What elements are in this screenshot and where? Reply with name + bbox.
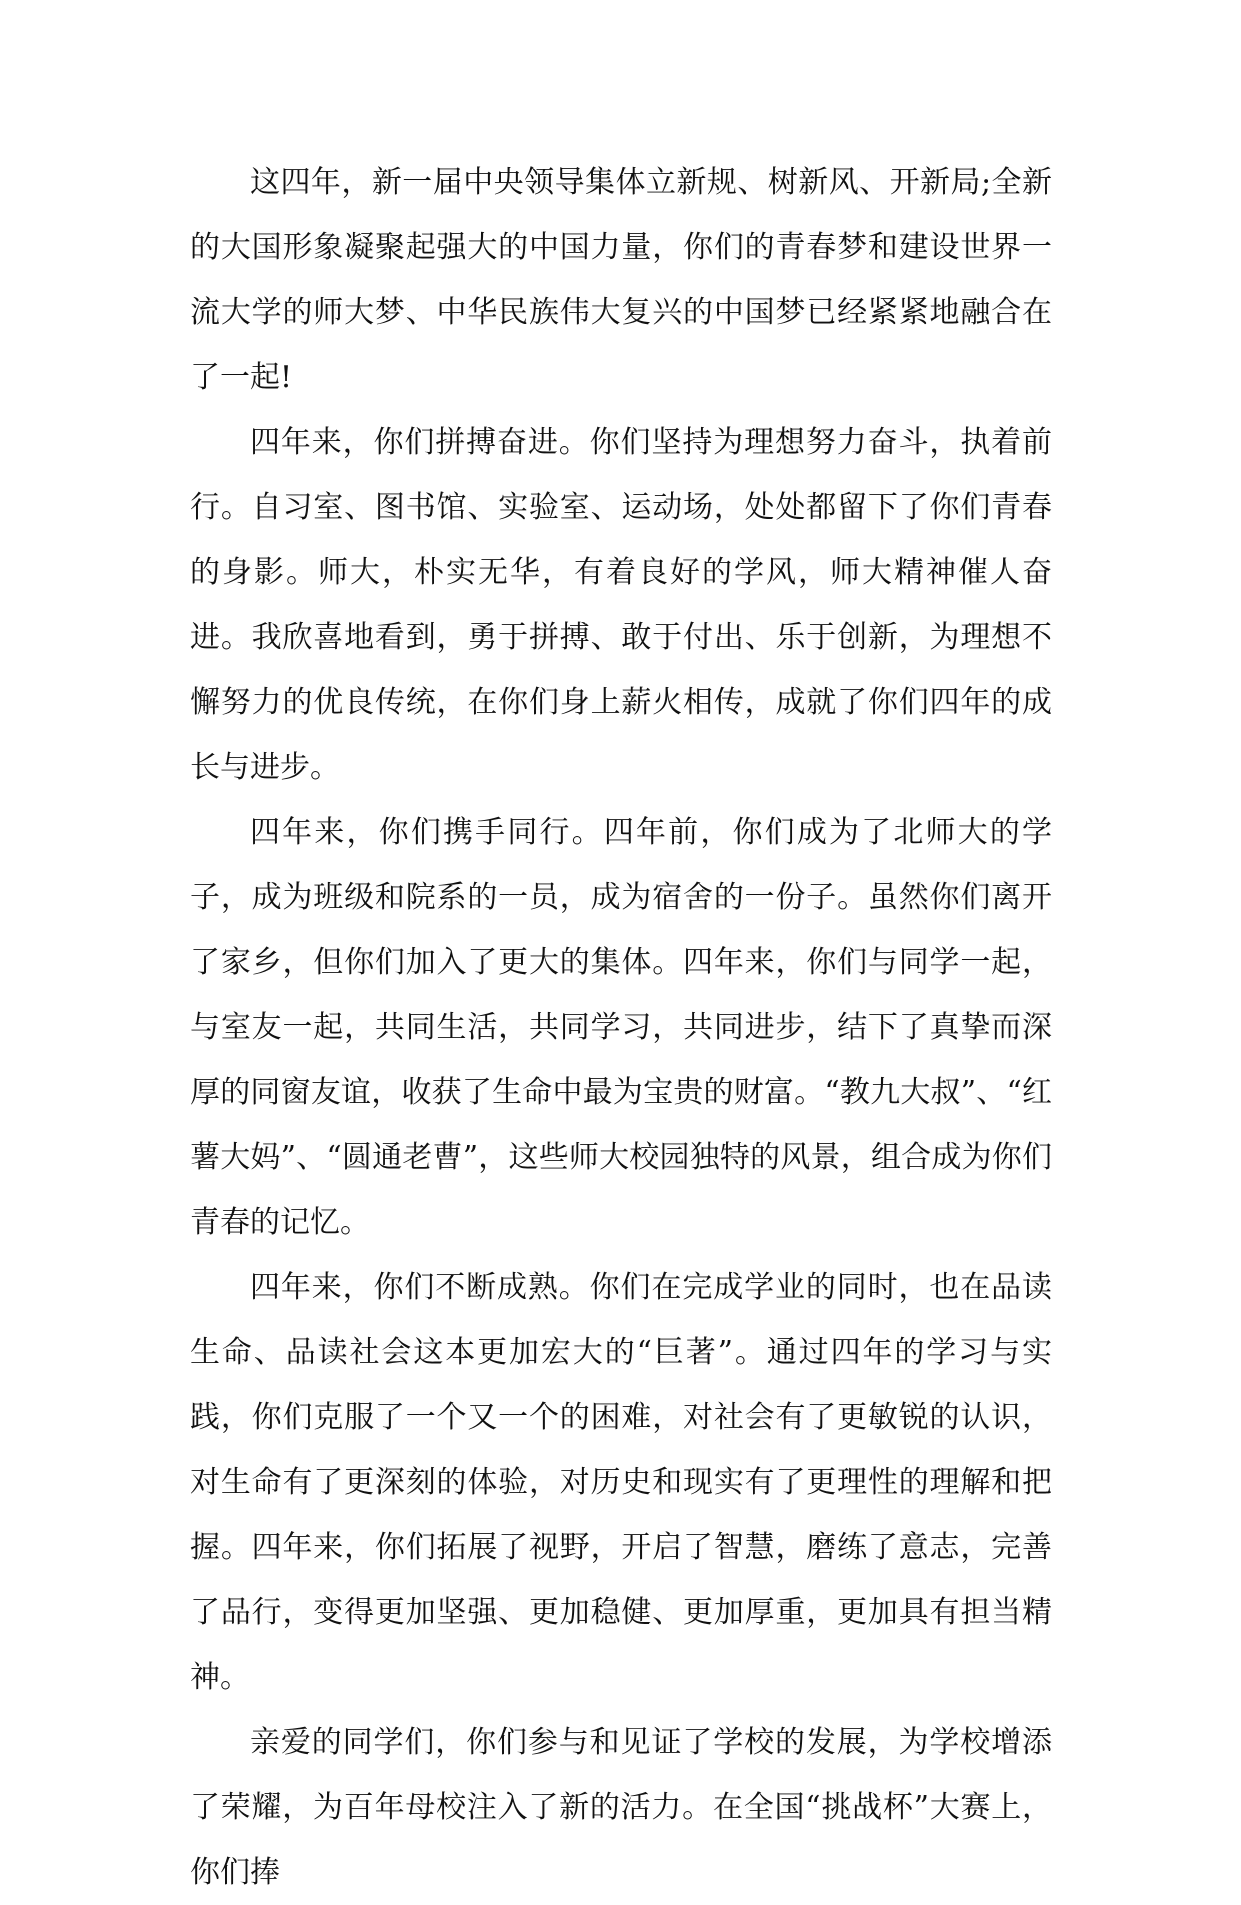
paragraph-4: 四年来，你们不断成熟。你们在完成学业的同时，也在品读生命、品读社会这本更加宏大的“巨著”。通过四年的学习与实践，你们克服了一个又一个的困难，对社会有了更敏锐的认识，对生命有了更深刻的体验，对历史和现实有了更理性的理解和把握。四年来，你们拓展了视野，开启了智慧，磨练了意志，完善了品行，变得更加坚强、更加稳健、更加厚重，更加具有担当精神。 — [190, 1270, 1052, 1695]
paragraph-5: 亲爱的同学们，你们参与和见证了学校的发展，为学校增添了荣耀，为百年母校注入了新的活力。在全国“挑战杯”大赛上，你们捧 — [190, 1725, 1052, 1890]
paragraph-2: 四年来，你们拼搏奋进。你们坚持为理想努力奋斗，执着前行。自习室、图书馆、实验室、运动场，处处都留下了你们青春的身影。师大，朴实无华，有着良好的学风，师大精神催人奋进。我欣喜地看到，勇于拼搏、敢于付出、乐于创新，为理想不懈努力的优良传统，在你们身上薪火相传，成就了你们四年的成长与进步。 — [190, 425, 1052, 785]
paragraph-3: 四年来，你们携手同行。四年前，你们成为了北师大的学子，成为班级和院系的一员，成为宿舍的一份子。虽然你们离开了家乡，但你们加入了更大的集体。四年来，你们与同学一起，与室友一起，共同生活，共同学习，共同进步，结下了真挚而深厚的同窗友谊，收获了生命中最为宝贵的财富。“教九大叔”、“红薯大妈”、“圆通老曹”，这些师大校园独特的风景，组合成为你们青春的记忆。 — [190, 815, 1052, 1240]
paragraph-1: 这四年，新一届中央领导集体立新规、树新风、开新局;全新的大国形象凝聚起强大的中国力量，你们的青春梦和建设世界一流大学的师大梦、中华民族伟大复兴的中国梦已经紧紧地融合在了一起! — [190, 165, 1052, 395]
document-body — [190, 150, 1052, 1905]
